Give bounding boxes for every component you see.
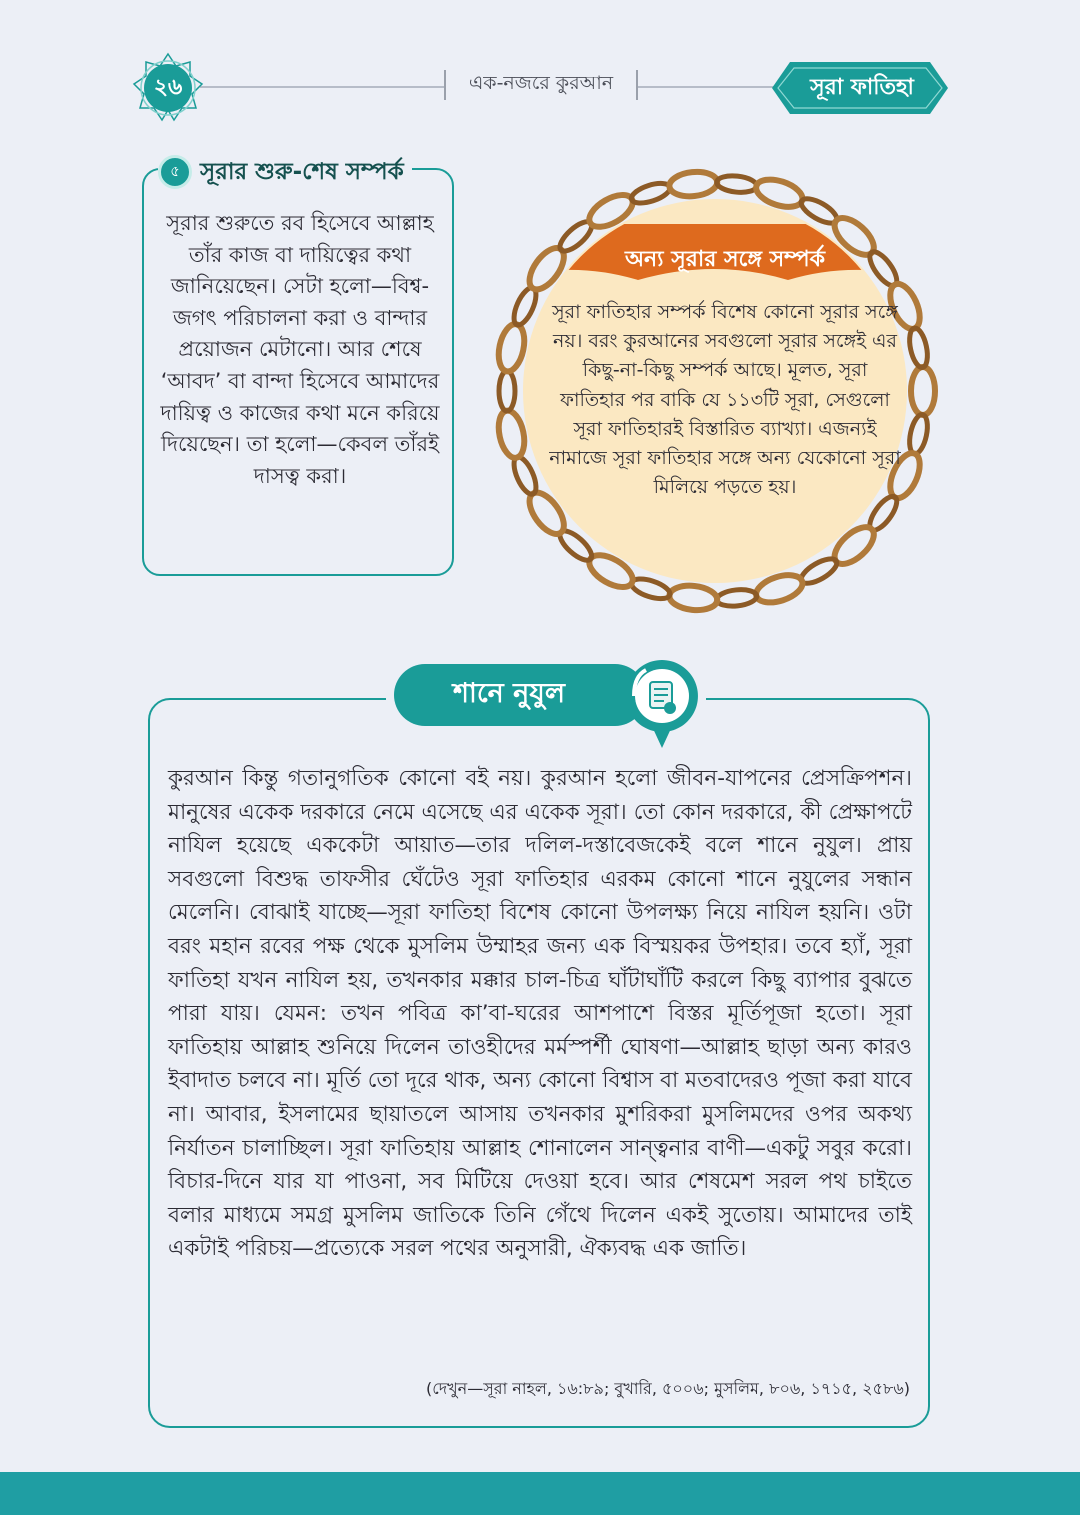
footer-bar xyxy=(0,1472,1080,1515)
shane-nuzul-text: কুরআন কিন্তু গতানুগতিক কোনো বই নয়। কুরআন হলো জীবন-যাপনের প্রেসক্রিপশন। মানুষের একেক দরকারে নেমে এসেছে এর একেক সূরা। তো কোন দরকারে, কী প্রেক্ষাপটে নাযিল হয়েছে এককেটা আয়াত—তার দলিল-দস্তাবেজকেই বলে শানে নুযুল। প্রায় সবগুলো বিশুদ্ধ তাফসীর ঘেঁটেও সূরা ফাতিহার এরকম কোনো শানে নুযুলের সন্ধান মেলেনি। বোঝাই যাচ্ছে—সূরা ফাতিহা বিশেষ কোনো উপলক্ষ্য নিয়ে নাযিল হয়নি। ওটা বরং মহান রবের পক্ষ থেকে মুসলিম উম্মাহর জন্য এক বিস্ময়কর উপহার। তবে হ্যাঁ, সূরা ফাতিহা যখন নাযিল হয়, তখনকার মক্কার চাল-চিত্র ঘাঁটাঘাঁটি করলে কিছু ব্যাপার বুঝতে পারা যায়। যেমন: তখন পবিত্র কা’বা-ঘরের আশপাশে বিস্তর মূর্তিপূজা হতো। সূরা ফাতিহায় আল্লাহ শুনিয়ে দিলেন তাওহীদের মর্মস্পর্শী ঘোষণা—আল্লাহ ছাড়া অন্য কারও ইবাদাত চলবে না। মূর্তি তো দূরে থাক, অন্য কোনো বিশ্বাস বা মতবাদেরও পূজা করা যাবে না। আবার, ইসলামের ছায়াতলে আসায় তখনকার মুশরিকরা মুসলিমদের ওপর অকথ্য নির্যাতন চালাচ্ছিল। সূরা ফাতিহায় আল্লাহ শোনালেন সান্ত্বনার বাণী—একটু সবুর করো। বিচার-দিনে যার যা পাওনা, সব মিটিয়ে দেওয়া হবে। আর শেষমেশ সরল পথ চাইতে বলার মাধ্যমে সমগ্র মুসলিম জাতিকে তিনি গেঁথে দিলেন একই সুতোয়। আমাদের তাই একটাই পরিচয়—প্রত্যেকে সরল পথের অনুসারী, ঐক্যবদ্ধ এক জাতি। xyxy=(168,766,912,1262)
other-surah-title: অন্য সূরার সঙ্গে সম্পর্ক xyxy=(624,246,826,272)
surah-name-tag: সূরা ফাতিহা xyxy=(810,74,914,100)
shane-nuzul-reference: (দেখুন—সূরা নাহল, ১৬:৮৯; বুখারি, ৫০০৬; মুসলিম, ৮০৬, ১৭১৫, ২৫৮৬) xyxy=(426,1379,910,1398)
chain-link xyxy=(907,413,931,455)
chain-link xyxy=(668,170,718,199)
page-number: ২৬ xyxy=(153,74,183,100)
chain-link xyxy=(495,408,528,460)
start-end-relation-heading xyxy=(158,150,412,194)
start-end-relation-text: সূরার শুরুতে রব হিসেবে আল্লাহ তাঁর কাজ বা দায়িত্বের কথা জানিয়েছেন। সেটা হলো—বিশ্ব-জগৎ পরিচালনা করা ও বান্দার প্রয়োজন মেটানো। আর শেষে ‘আবদ’ বা বান্দা হিসেবে আমাদের দায়িত্ব ও কাজের কথা মনে করিয়ে দিয়েছেন। তা হলো—কেবল তাঁরই দাসত্ব করা। xyxy=(160,211,440,488)
section-number-badge: ৫ xyxy=(158,155,192,189)
chain-link xyxy=(668,583,718,612)
shane-nuzul-title: শানে নুযুল xyxy=(394,664,646,726)
running-header-book-title: এক-নজরে কুরআন xyxy=(444,70,638,100)
header-rule-left xyxy=(200,86,446,88)
chain-link xyxy=(629,179,672,207)
header-rule-right xyxy=(632,86,782,88)
chain-link xyxy=(499,371,515,411)
chain-link xyxy=(716,588,757,608)
scroll-icon xyxy=(622,656,702,752)
other-surah-text: সূরা ফাতিহার সম্পর্ক বিশেষ কোনো সূরার সঙ্গে নয়। বরং কুরআনের সবগুলো সূরার সঙ্গেই এর কিছু-না-কিছু সম্পর্ক আছে। মূলত, সূরা ফাতিহার পর বাকি যে ১১৩টি সূরা, সেগুলো সূরা ফাতিহারই বিস্তারিত ব্যাখ্যা। এজন্যই নামাজে সূরা ফাতিহার সঙ্গে অন্য যেকোনো সূরা মিলিয়ে পড়তে হয়। xyxy=(549,301,901,499)
chain-link xyxy=(495,322,528,374)
chain-link xyxy=(716,174,757,194)
start-end-relation-title: সূরার শুরু-শেষ সম্পর্ক xyxy=(200,158,404,185)
chain-link xyxy=(911,367,935,415)
chain-link xyxy=(907,327,931,369)
